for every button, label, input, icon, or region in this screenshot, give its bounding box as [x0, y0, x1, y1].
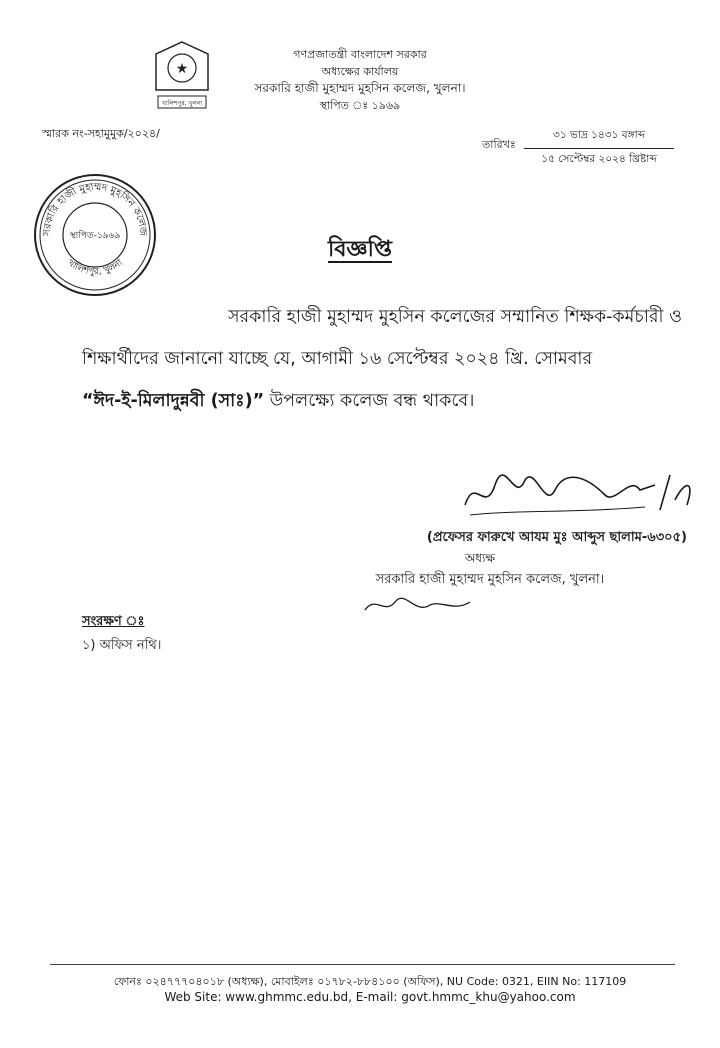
seal-bottom-text: খালিশপুর, খুলনা	[65, 258, 125, 278]
cc-item: ১) অফিস নথি।	[82, 638, 162, 653]
signatory-role: অধ্যক্ষ	[464, 551, 496, 565]
svg-text:সরকারি হাজী মুহাম্মদ মুহসিন কল	[42, 182, 148, 238]
date-label: তারিখঃ	[482, 138, 516, 151]
body-line-1: সরকারি হাজী মুহাম্মদ মুহসিন কলেজের সম্মানিত শিক্ষক-কর্মচারী ও	[227, 307, 682, 327]
signatory-institution: সরকারি হাজী মুহাম্মদ মুহসিন কলেজ, খুলনা।	[375, 572, 605, 587]
signatory-name: (প্রফেসর ফারুখে আযম মুঃ আব্দুস ছালাম-৬৩০৫)	[426, 530, 687, 545]
established: স্থাপিত ঃ ১৯৬৯	[319, 99, 401, 112]
seal-inner-text: স্থাপিত-১৯৬৯	[69, 231, 121, 241]
college-seal	[30, 170, 160, 300]
date-block	[524, 128, 674, 169]
body-line-2: শিক্ষার্থীদের জানানো যাচ্ছে যে, আগামী ১৬ সেপ্টেম্বর ২০২৪ খ্রি. সোমবার	[82, 349, 593, 369]
svg-text:খালিশপুর, খুলনা	[65, 258, 125, 277]
college-logo	[152, 40, 212, 110]
college-name: সরকারি হাজী মুহাম্মদ মুহসিন কলেজ, খুলনা।	[254, 81, 466, 95]
logo-caption: খালিশপুর, খুলনা	[161, 100, 203, 107]
svg-text:★: ★	[175, 61, 189, 77]
letterhead	[230, 46, 490, 114]
handwritten-signature	[455, 455, 695, 525]
notice-title: বিজ্ঞপ্তি	[328, 237, 392, 262]
event-name: “ঈদ-ই-মিলাদুন্নবী (সাঃ)”	[82, 391, 265, 411]
notice-body	[82, 296, 682, 422]
gov-name: গণপ্রজাতন্ত্রী বাংলাদেশ সরকার	[293, 48, 427, 61]
body-line-3-rest: উপলক্ষ্যে কলেজ বন্ধ থাকবে।	[264, 391, 475, 411]
footer-divider	[50, 964, 675, 965]
body-line-3	[82, 380, 682, 422]
handwritten-initial	[360, 590, 480, 620]
memo-number: স্মারক নং-সহামুমুক/২০২৪/	[42, 127, 160, 140]
footer-contact: ফোনঃ ০২৪৭৭৭০৪০১৮ (অধ্যক্ষ), মোবাইলঃ ০১৭৮২-৮৮৪১০০ (অফিস), NU Code: 0321, EIIN No: 117109	[113, 975, 627, 988]
seal-ring-text: সরকারি হাজী মুহাম্মদ মুহসিন কলেজ	[41, 181, 149, 237]
office-name: অধ্যক্ষের কার্যালয়	[321, 65, 399, 78]
date-bangla: ৩১ ভাদ্র ১৪৩১ বঙ্গাব্দ	[524, 128, 674, 149]
cc-heading: সংরক্ষণ ঃ	[82, 614, 145, 629]
footer-web: Web Site: www.ghmmc.edu.bd, E-mail: govt.hmmc_khu@yahoo.com	[164, 990, 576, 1004]
date-english: ১৫ সেপ্টেম্বর ২০২৪ খ্রিষ্টাব্দ	[541, 153, 657, 165]
